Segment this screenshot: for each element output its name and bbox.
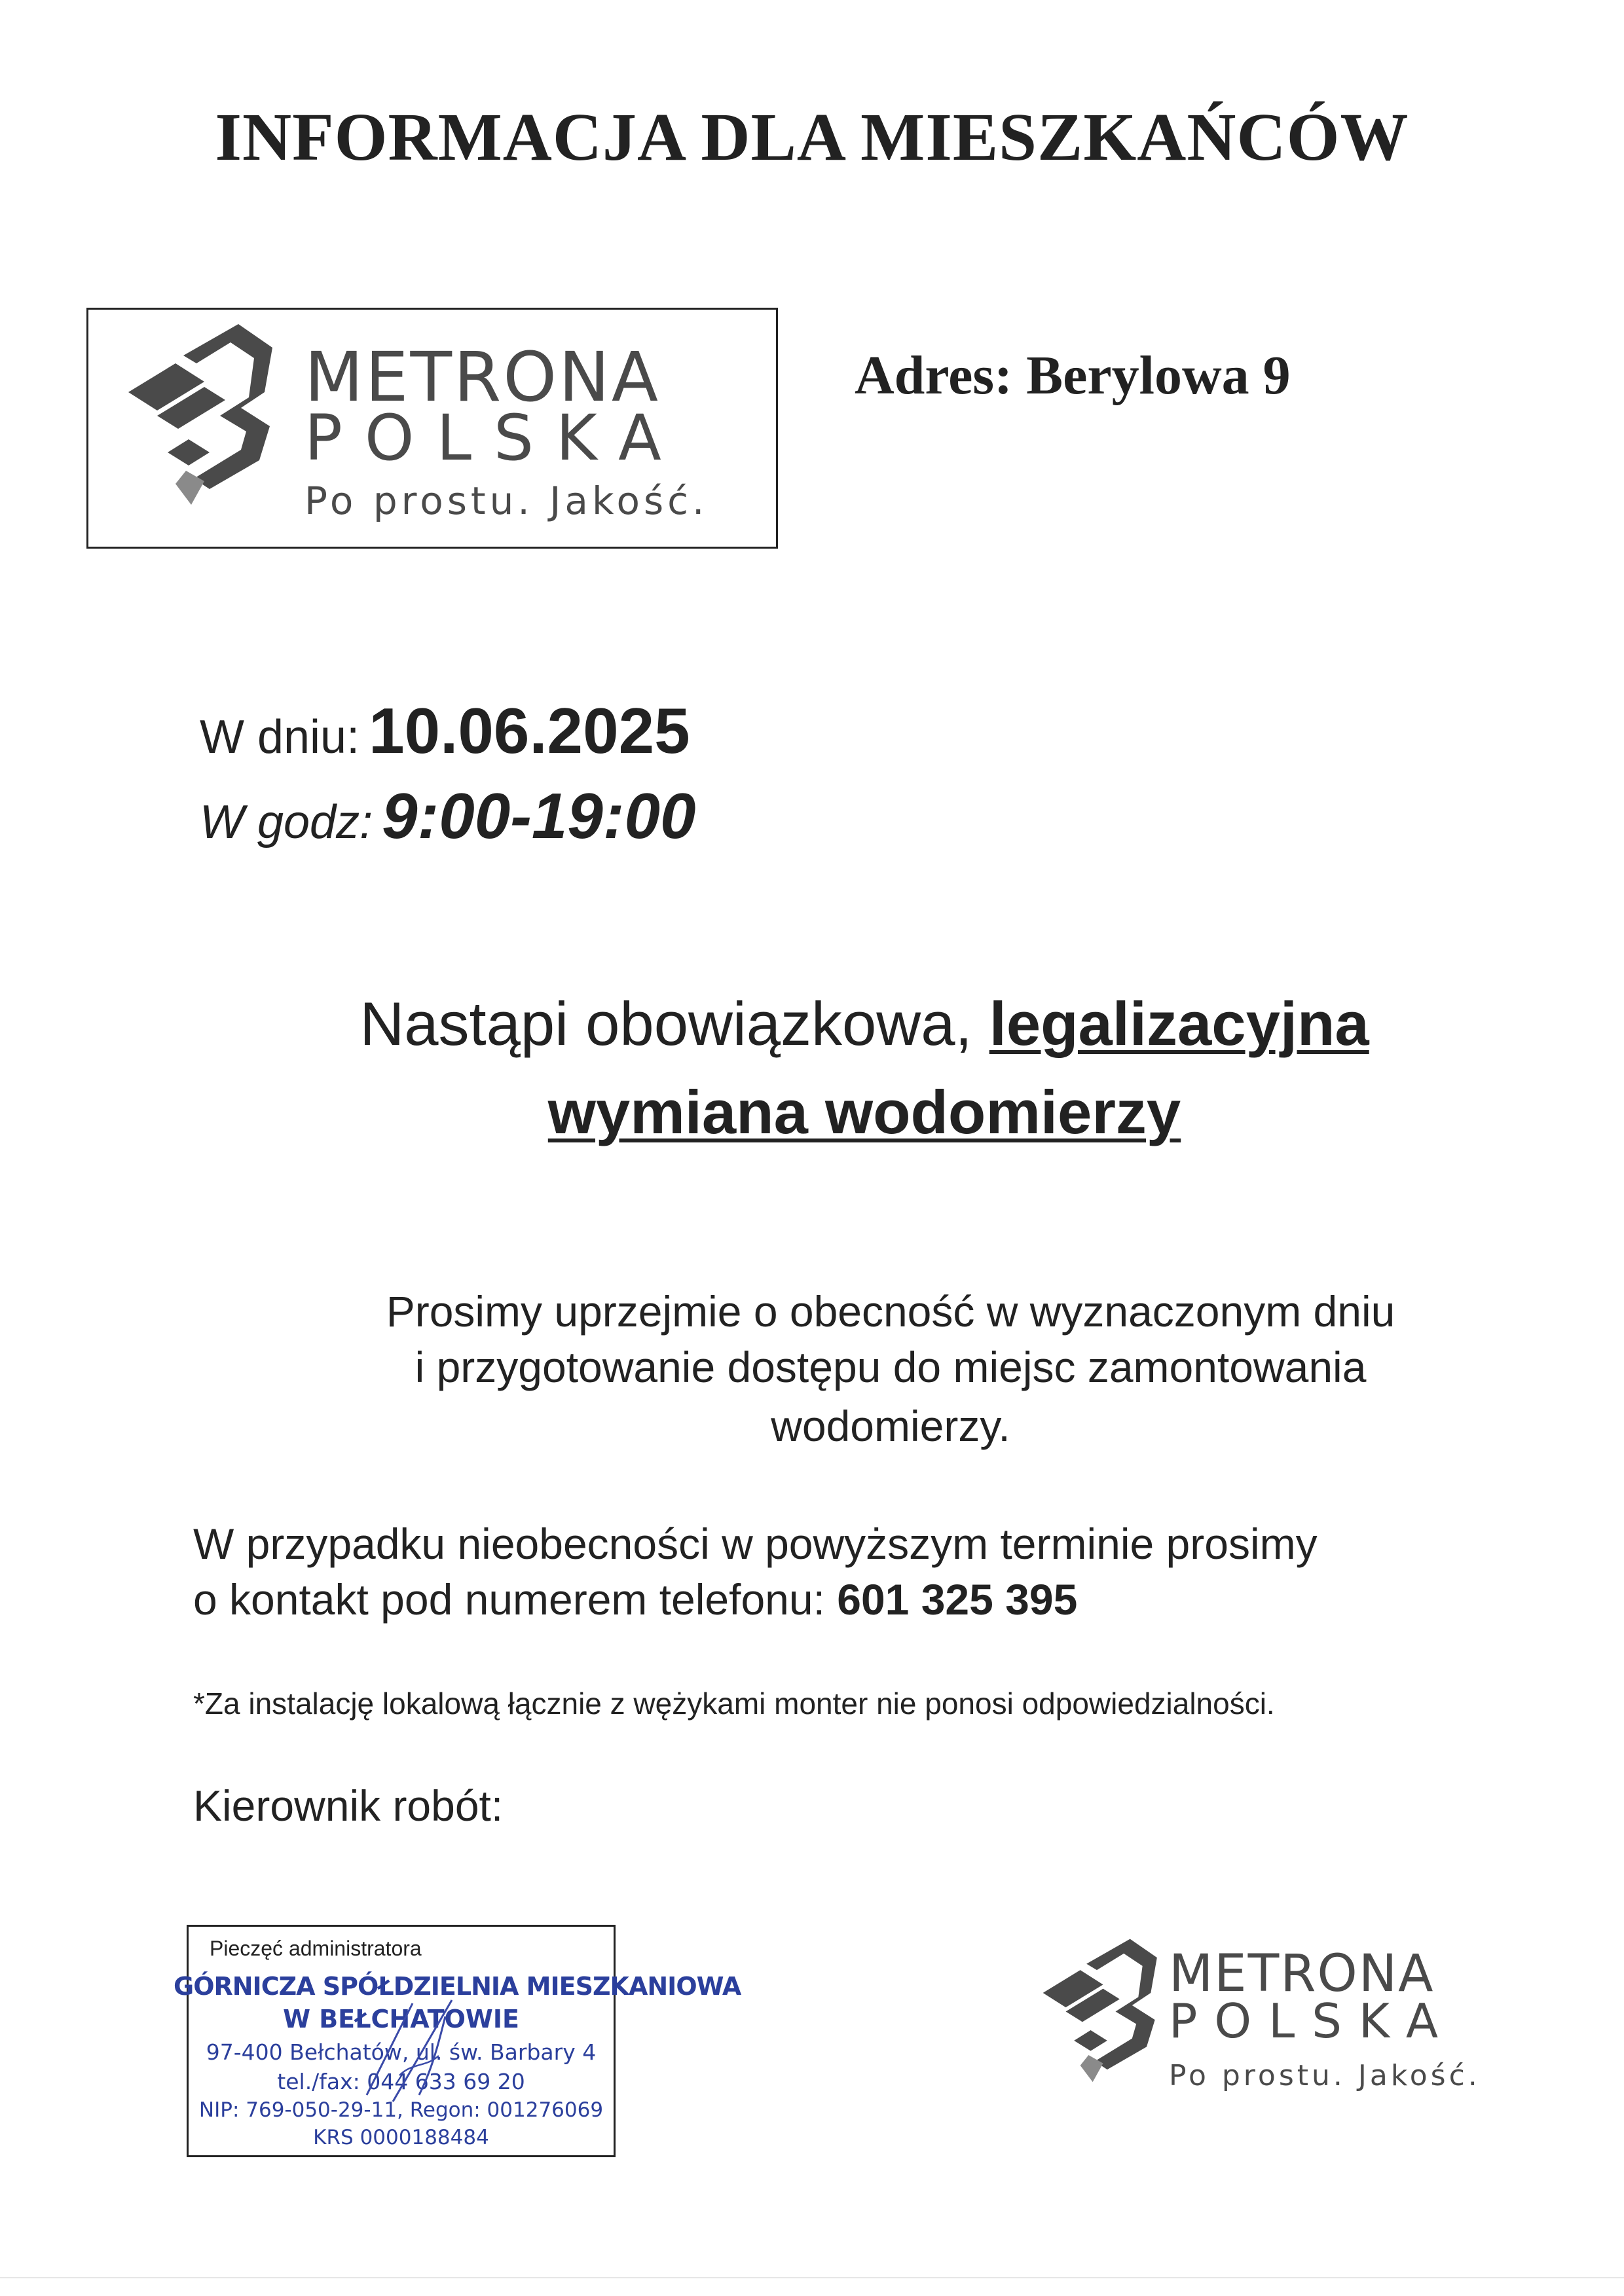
stamp-line2: W BEŁCHATOWIE [283, 2005, 519, 2033]
metrona-logo-mark-icon [1035, 1938, 1159, 2085]
date-label: W dniu: [200, 711, 360, 763]
request-line1: Prosimy uprzejmie o obecność w wyznaczonym dniu [386, 1287, 1395, 1336]
scan-edge [0, 2277, 1624, 2278]
logo-brand-line1: METRONA [1169, 1944, 1435, 2003]
signature-icon [354, 1990, 485, 2108]
headline-part1: Nastąpi obowiązkowa, [360, 989, 989, 1058]
stamp-line5: NIP: 769-050-29-11, Regon: 001276069 [198, 2098, 604, 2122]
stamp-line6: KRS 0000188484 [313, 2126, 489, 2149]
logo-brand-line2: POLSKA [1169, 1994, 1456, 2049]
time-label: W godz: [200, 796, 373, 848]
metrona-logo-mark-icon [118, 324, 275, 507]
headline-line2-text: wymiana wodomierzy [547, 1078, 1181, 1146]
stamp-line4: tel./fax: 044 633 69 20 [277, 2069, 525, 2094]
absence-line1: W przypadku nieobecności w powyższym terminie prosimy [193, 1520, 1318, 1568]
absence-line2 [193, 1575, 1077, 1624]
logo-tagline: Po prostu. Jakość. [304, 479, 709, 523]
headline-line1 [52, 989, 1624, 1059]
logo-tagline: Po prostu. Jakość. [1169, 2059, 1481, 2092]
stamp-line3: 97-400 Bełchatów, ul. św. Barbary 4 [206, 2039, 597, 2065]
stamp-caption: Pieczęć administratora [210, 1937, 422, 1960]
time-value: 9:00-19:00 [382, 780, 696, 852]
stamp-line1: GÓRNICZA SPÓŁDZIELNIA MIESZKANIOWA [174, 1972, 741, 2001]
metrona-logo-top [118, 324, 779, 547]
headline-line2 [52, 1077, 1624, 1148]
logo-brand-line1: METRONA [304, 337, 661, 417]
date-value: 10.06.2025 [369, 695, 690, 767]
address: Adres: Berylowa 9 [855, 345, 1291, 406]
headline-part2: legalizacyjna [989, 989, 1369, 1058]
date-row [200, 694, 690, 768]
page-title: INFORMACJA DLA MIESZKAŃCÓW [215, 100, 1409, 175]
manager-label: Kierownik robót: [193, 1781, 504, 1830]
time-row [200, 779, 696, 853]
request-line2: i przygotowanie dostępu do miejsc zamontowania [415, 1343, 1367, 1391]
logo-brand-line2: POLSKA [304, 401, 684, 475]
metrona-logo-bottom [1035, 1938, 1559, 2128]
absence-line2-prefix: o kontakt pod numerem telefonu: [193, 1575, 838, 1624]
phone-number: 601 325 395 [837, 1575, 1078, 1624]
request-line3: wodomierzy. [771, 1402, 1010, 1450]
liability-note: *Za instalację lokalową łącznie z wężykami monter nie ponosi odpowiedzialności. [193, 1686, 1275, 1721]
